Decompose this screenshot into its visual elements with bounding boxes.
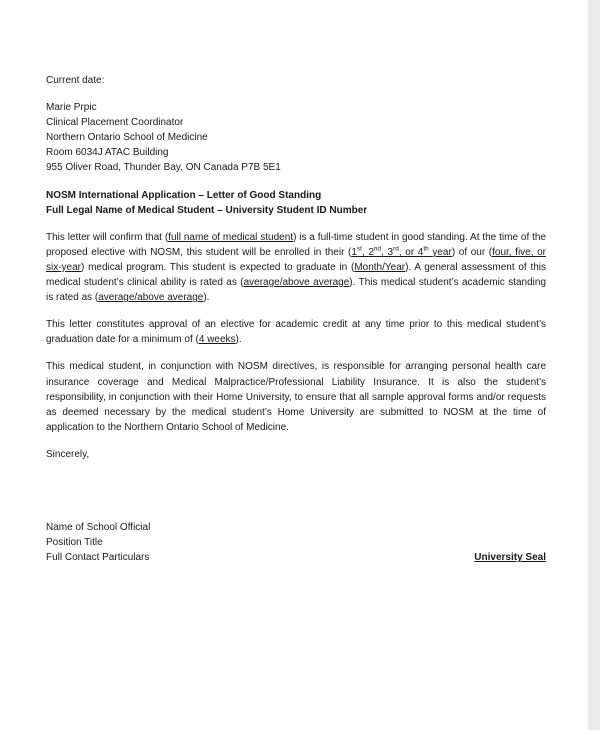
field-graduation-date: Month/Year [354, 261, 406, 273]
recipient-school: Northern Ontario School of Medicine [46, 132, 208, 144]
field-minimum-weeks: 4 weeks [198, 334, 236, 346]
closing-salutation: Sincerely, [46, 448, 90, 460]
field-program-length: four, five, or six-year [46, 246, 547, 273]
recipient-room: Room 6034J ATAC Building [46, 147, 169, 159]
year-suffix: year [428, 246, 452, 258]
year-4-sup: th [423, 245, 429, 253]
p1-text-1: This letter will confirm that ( [46, 231, 169, 243]
field-student-name: full name of medical student [168, 231, 294, 243]
p1-text-6: ). This medical student’s academic standing is rated as ( [46, 277, 547, 304]
official-contact: Full Contact Particulars [46, 552, 150, 564]
current-date-label: Current date: [46, 75, 105, 86]
field-academic-rating: average/above average [98, 292, 204, 304]
official-name: Name of School Official [46, 521, 151, 533]
field-clinical-rating: average/above average [243, 277, 350, 289]
p1-text-3: ) of our ( [451, 246, 493, 258]
year-3: , 3 [381, 246, 394, 258]
year-4: , or 4 [398, 246, 424, 258]
recipient-address [46, 100, 546, 175]
p1-text-4: ) medical program. This student is expected to graduate in ( [81, 261, 355, 273]
paragraph-insurance: This medical student, in conjunction with NOSM directives, is responsible for arranging personal health care insurance coverage and Medical Malpractice/Professional Liability Insurance. It is also the student’s responsibility, in conjunction with their Home University, to ensure that all sample approval forms and/or requests as deemed necessary by the medical student’s Home University are submitted to NOSM at the time of application to the Northern Ontario School of Medicine. [46, 361, 546, 433]
field-year-of-study [351, 247, 451, 258]
paragraph-elective-approval [46, 317, 546, 347]
subject-line-1: NOSM International Application – Letter of Good Standing [46, 189, 322, 201]
subject-block [46, 188, 546, 218]
paragraph-good-standing [46, 230, 546, 305]
year-2-sup: nd [373, 245, 382, 253]
subject-line-2: Full Legal Name of Medical Student – University Student ID Number [46, 204, 368, 216]
recipient-street: 955 Oliver Road, Thunder Bay, ON Canada P7B 5E1 [46, 162, 281, 174]
p1-text-2: ) is a full-time student in good standing. At the time of the proposed elective with NOSM, this student will be enrolled in their ( [46, 231, 546, 258]
viewer-edge [588, 0, 600, 730]
p2-text-1: This letter constitutes approval of an elective for academic credit at any time prior to this medical student’s graduation date for a minimum of ( [46, 319, 546, 346]
year-3-sup: rd [393, 245, 399, 253]
year-1-sup: st [356, 245, 362, 253]
year-2: , 2 [361, 246, 374, 258]
official-position: Position Title [46, 537, 103, 549]
recipient-name: Marie Prpic [46, 102, 97, 114]
p1-text-5: ). A general assessment of this medical student’s clinical ability is rated as ( [46, 261, 546, 289]
p2-text-2: ). [235, 334, 242, 346]
year-1: 1 [351, 246, 357, 258]
recipient-title: Clinical Placement Coordinator [46, 117, 184, 129]
letter-body [46, 73, 546, 565]
p1-text-7: ). [203, 292, 210, 304]
university-seal-label: University Seal [474, 552, 546, 564]
